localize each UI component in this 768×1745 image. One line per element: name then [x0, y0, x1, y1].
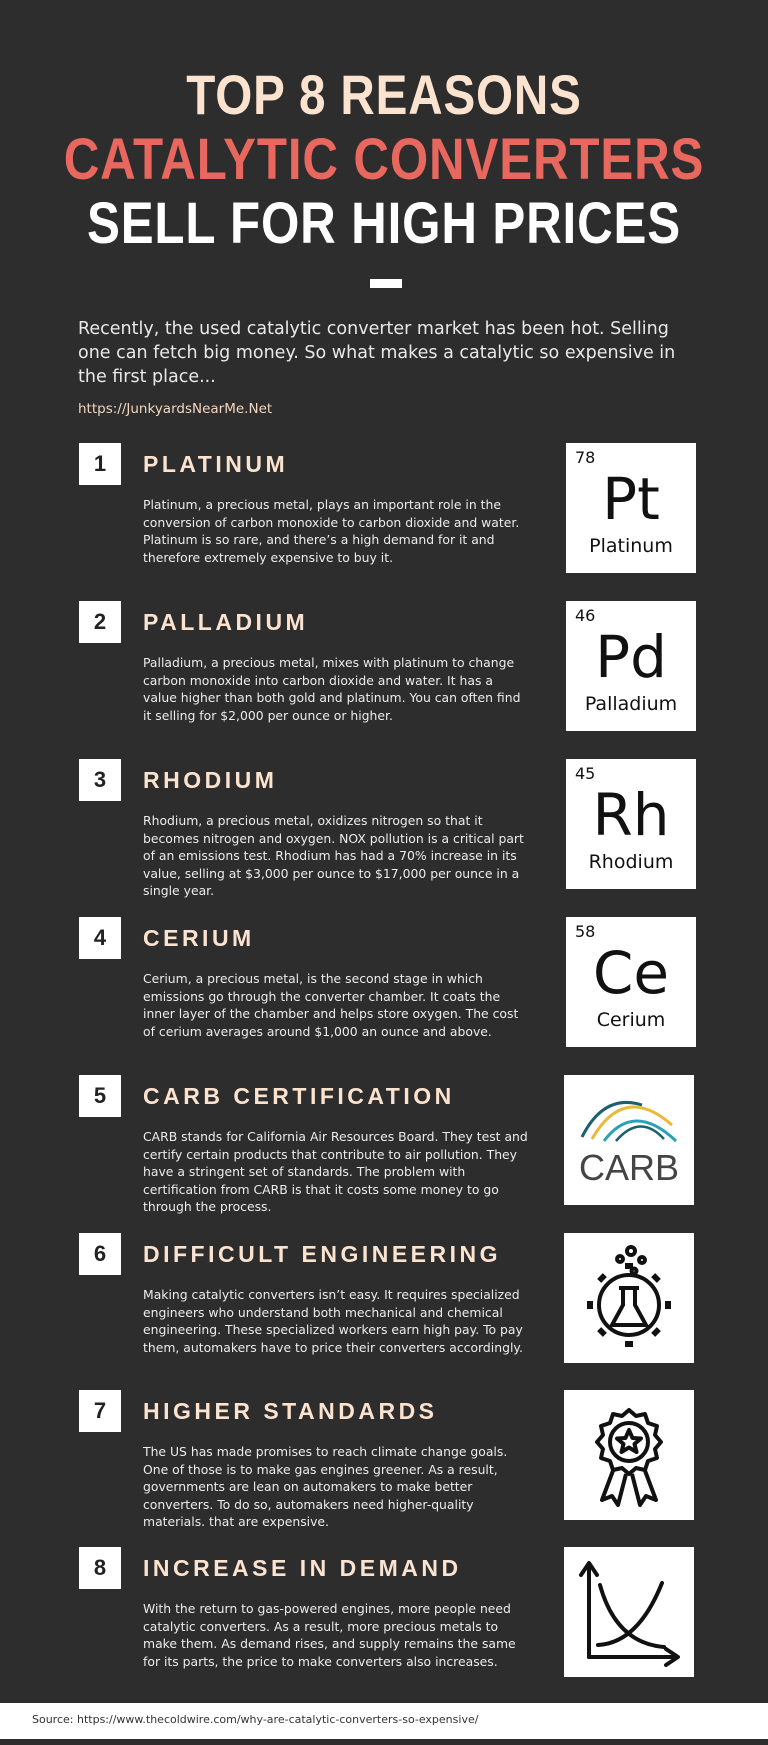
element-tile-palladium [566, 601, 696, 731]
reason-item [0, 1075, 768, 1233]
supply-demand-chart-icon [564, 1547, 694, 1677]
atomic-number: 58 [575, 922, 596, 941]
site-link[interactable]: https://JunkyardsNearMe.Net [78, 401, 273, 417]
reason-title: DIFFICULT ENGINEERING [143, 1241, 502, 1267]
reason-number: 4 [79, 917, 121, 959]
carb-logo-text: CARB [578, 1147, 680, 1188]
reason-number: 2 [79, 601, 121, 643]
element-symbol: Pd [595, 623, 667, 691]
reason-text: Palladium, a precious metal, mixes with platinum to change carbon monoxide into carbon dioxide and water. It has a value higher than both gold and platinum. You can often find it selling for $2,000 per ounce or higher. [143, 655, 521, 723]
element-symbol: Pt [602, 465, 660, 533]
title-line-1: TOP 8 REASONS [186, 63, 582, 126]
reason-item [0, 917, 768, 1075]
element-symbol: Ce [592, 939, 670, 1007]
reason-title: CARB CERTIFICATION [143, 1083, 455, 1109]
reason-item [0, 759, 768, 917]
element-tile-rhodium [566, 759, 696, 889]
reason-number: 7 [79, 1390, 121, 1432]
atomic-number: 46 [575, 606, 596, 625]
source-text: Source: https://www.thecoldwire.com/why-are-catalytic-converters-so-expensive/ [32, 1713, 479, 1726]
carb-logo [564, 1075, 694, 1205]
reason-title: PALLADIUM [143, 609, 309, 635]
gear-flask-icon [564, 1233, 694, 1363]
element-name: Platinum [589, 535, 673, 557]
title-line-3: SELL FOR HIGH PRICES [86, 191, 682, 256]
reason-title: INCREASE IN DEMAND [143, 1555, 462, 1581]
reason-text: Cerium, a precious metal, is the second stage in which emissions go through the converter chamber. It coats the inner layer of the chamber and helps store oxygen. The cost of cerium averages around $1,000 an ounce and above. [143, 971, 519, 1039]
element-tile-cerium [566, 917, 696, 1047]
standards-tile [564, 1390, 694, 1520]
reason-title: CERIUM [143, 925, 255, 951]
reason-title: RHODIUM [143, 767, 278, 793]
reason-text: Rhodium, a precious metal, oxidizes nitrogen so that it becomes nitrogen and oxygen. NOX pollution is a critical part of an emissions test. Rhodium has had a 70% increase in its value, selling at $3,000 per ounce to $17,000 per ounce in a single year. [143, 813, 524, 898]
reason-item [0, 1390, 768, 1548]
intro-text: Recently, the used catalytic converter market has been hot. Selling one can fetch big money. So what makes a catalytic so expensive in the first place... [78, 319, 676, 387]
element-tile-platinum [566, 443, 696, 573]
reason-text: Making catalytic converters isn’t easy. It requires specialized engineers who understand both mechanical and chemical engineering. These specialized workers earn high pay. To pay them, automakers have to price their converters accordingly. [143, 1287, 523, 1355]
reason-number: 5 [79, 1075, 121, 1117]
element-name: Rhodium [588, 851, 674, 873]
reason-item [0, 443, 768, 601]
source-footer [0, 1703, 768, 1739]
reason-text: CARB stands for California Air Resources Board. They test and certify certain products that contribute to air pollution. They have a stringent set of standards. The problem with certification from CARB is that it costs some money to go through the process. [143, 1129, 528, 1214]
atomic-number: 78 [575, 448, 596, 467]
reason-number: 3 [79, 759, 121, 801]
element-name: Cerium [596, 1009, 666, 1031]
reason-item [0, 1547, 768, 1705]
reason-number: 6 [79, 1233, 121, 1275]
reason-number: 1 [79, 443, 121, 485]
reason-title: PLATINUM [143, 451, 289, 477]
reason-number: 8 [79, 1547, 121, 1589]
reason-item [0, 1233, 768, 1391]
reason-item [0, 601, 768, 759]
demand-tile [564, 1547, 694, 1677]
reason-text: The US has made promises to reach climate change goals. One of those is to make gas engines greener. As a result, governments are lean on automakers to make better converters. To do so, automakers need higher-quality materials. that are expensive. [143, 1444, 508, 1529]
element-symbol: Rh [592, 781, 670, 849]
element-name: Palladium [584, 693, 678, 715]
title-divider [370, 279, 402, 288]
title-line-2: CATALYTIC CONVERTERS [63, 127, 705, 192]
reason-title: HIGHER STANDARDS [143, 1398, 438, 1424]
reason-text: Platinum, a precious metal, plays an important role in the conversion of carbon monoxide to carbon dioxide and water. Platinum is so rare, and there’s a high demand for it and therefore extremely expensive to buy it. [143, 497, 520, 565]
engineering-tile [564, 1233, 694, 1363]
award-ribbon-icon [564, 1390, 694, 1520]
reason-text: With the return to gas-powered engines, more people need catalytic converters. As a result, more precious metals to make them. As demand rises, and supply remains the same for its parts, the price to make converters also increases. [143, 1601, 516, 1669]
bottom-strip [0, 1739, 768, 1745]
atomic-number: 45 [575, 764, 596, 783]
